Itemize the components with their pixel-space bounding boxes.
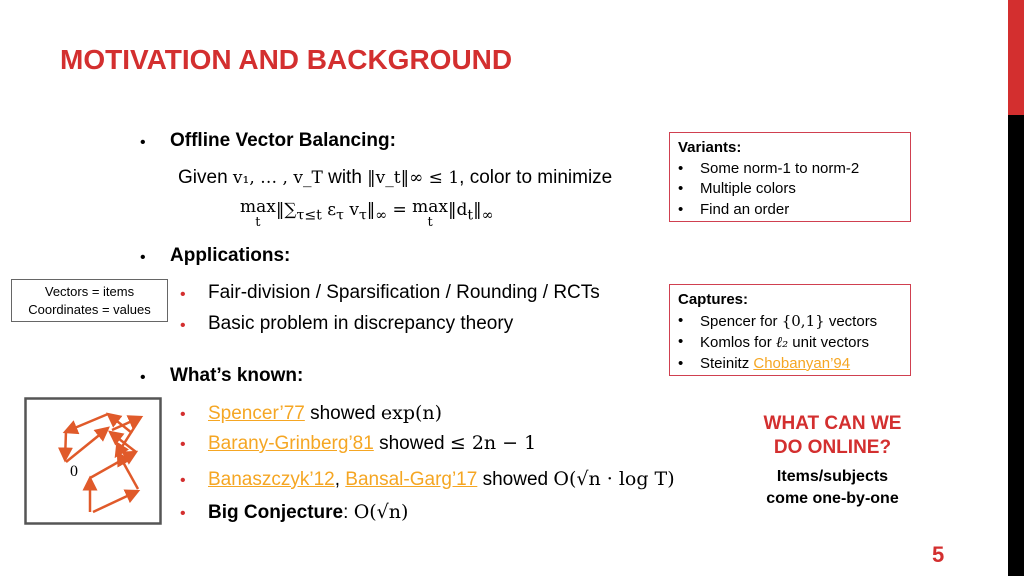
variants-box	[669, 132, 911, 222]
known-item	[208, 402, 442, 425]
box-item	[678, 332, 902, 354]
math: ≤ 2n − 1	[449, 432, 537, 454]
known-heading: What’s known:	[170, 365, 304, 386]
text: Komlos for	[700, 334, 776, 351]
box-item: • Find an order	[678, 200, 902, 221]
origin-label: 0	[70, 463, 78, 480]
box-heading: Captures:	[678, 291, 749, 308]
online-subtext: come one-by-one	[766, 490, 899, 507]
bullet: •	[180, 436, 186, 453]
text: Spencer for	[700, 312, 782, 330]
offline-line1	[178, 167, 612, 189]
text: unit vectors	[788, 334, 869, 351]
online-question: WHAT CAN WE	[763, 413, 902, 434]
bullet: •	[180, 505, 186, 522]
page-number: 5	[932, 542, 945, 567]
math: {0,1}	[781, 311, 825, 330]
side-note-box	[11, 279, 168, 322]
bullet: •	[140, 134, 146, 151]
offline-heading: Offline Vector Balancing:	[170, 130, 396, 151]
bullet: •	[180, 317, 186, 334]
known-item	[208, 432, 536, 455]
applications-heading: Applications:	[170, 245, 291, 266]
side-note-line: Coordinates = values	[28, 302, 151, 317]
application-item: Fair-division / Sparsification / Rounding / RCTs	[208, 282, 600, 303]
math-vectors: v₁, … , v_T	[232, 168, 323, 188]
citation-link[interactable]: Chobanyan’94	[753, 354, 851, 372]
math: exp(n)	[380, 402, 443, 424]
math: O(√n)	[353, 501, 409, 523]
bullet: •	[140, 249, 146, 266]
known-item	[208, 468, 675, 491]
bold-text: Big Conjecture	[208, 502, 344, 523]
accent-bar-red	[1008, 0, 1024, 115]
citation-link[interactable]: Barany-Grinberg’81	[208, 433, 374, 454]
captures-box	[669, 284, 911, 376]
math-norm-bound: ‖v_t‖∞ ≤ 1	[367, 168, 460, 188]
bullet: •	[180, 286, 186, 303]
box-item: • Some norm-1 to norm-2	[678, 159, 902, 180]
box-item	[678, 354, 902, 375]
accent-bar-black	[1008, 115, 1024, 576]
online-callout	[745, 412, 920, 510]
slide-title: MOTIVATION AND BACKGROUND	[60, 44, 513, 75]
application-item: Basic problem in discrepancy theory	[208, 313, 514, 334]
box-item	[678, 311, 902, 333]
box-item: • Multiple colors	[678, 179, 902, 200]
known-item	[208, 501, 408, 524]
text: , color to minimize	[459, 167, 613, 188]
text: showed	[373, 433, 450, 454]
bullet: •	[180, 472, 186, 489]
text: showed	[477, 469, 554, 490]
text: Given	[178, 167, 233, 188]
text: vectors	[824, 312, 878, 330]
math: O(√n · log T)	[553, 468, 675, 490]
text: showed	[304, 403, 381, 424]
vector-walk-diagram	[24, 397, 164, 527]
box-heading: Variants:	[678, 139, 742, 156]
citation-link[interactable]: Spencer’77	[208, 403, 305, 424]
online-question: DO ONLINE?	[773, 437, 892, 458]
text: with	[322, 167, 368, 188]
bullet: •	[140, 369, 146, 386]
citation-link[interactable]: Bansal-Garg’17	[345, 469, 478, 490]
offline-line2-formula: max $t‖\sum_{\tau\le t}$ $\varepsilon_\tau$ $v_\tau‖_\infty = \max$ $t‖d_t‖_\infty$	[240, 197, 494, 230]
text: Steinitz	[700, 354, 754, 372]
text: :	[343, 502, 354, 523]
online-subtext: Items/subjects	[776, 468, 889, 485]
text: ,	[334, 469, 346, 490]
bullet: •	[180, 406, 186, 423]
side-note-line: Vectors = items	[44, 284, 135, 299]
math: ℓ₂	[775, 333, 789, 351]
citation-link[interactable]: Banaszczyk’12	[208, 469, 335, 490]
